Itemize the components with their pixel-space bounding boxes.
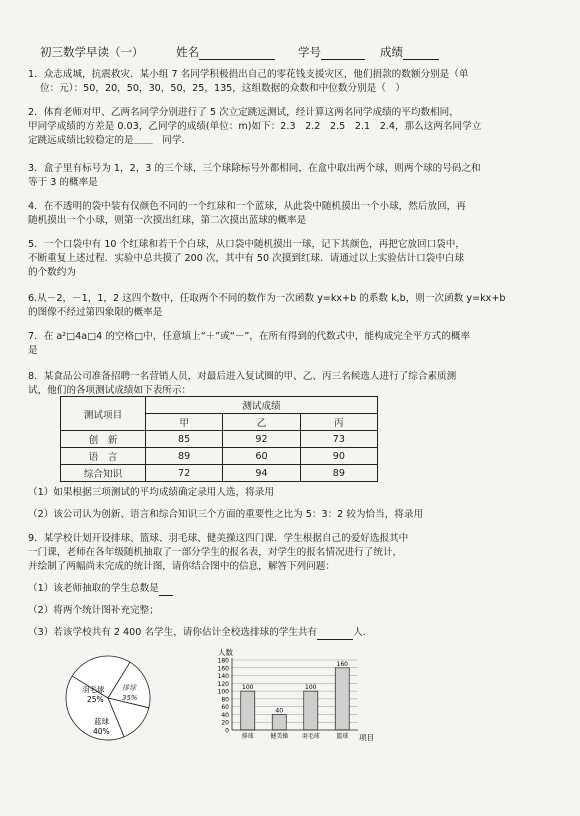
bar-data-label: 100: [242, 684, 254, 692]
score-label: 成绩: [380, 45, 403, 59]
table-group-header: 测试成绩: [146, 397, 378, 414]
bar-data-label: 160: [336, 660, 348, 668]
bar-xlabel: 项目: [359, 733, 374, 742]
bar: [272, 714, 286, 730]
table-col-header: 丙: [300, 414, 377, 431]
answer-blank: [159, 583, 173, 596]
pie-pct-basketball: 40%: [93, 727, 110, 736]
q8-line1: 8．某食品公司准备招聘一名营销人员，对最后进入复试圈的甲、乙、丙三名候选人进行了综合素质测: [28, 371, 457, 382]
q7-line2: 是: [28, 345, 38, 356]
bar: [335, 668, 349, 730]
q8-sub1: （1）如果根据三项测试的平均成绩确定录用人选，将录用: [28, 487, 274, 498]
handwritten-label: 排球: [122, 684, 136, 692]
bar: [241, 691, 255, 730]
q8-sub2: （2）该公司认为创新、语言和综合知识三个方面的重要性之比为 5：3：2 较为恰当，将录用: [28, 509, 424, 520]
x-category-label: 健美操: [270, 733, 289, 740]
table-cell: 创 新: [61, 431, 146, 448]
q5-line2: 不断重复上述过程．实验中总共摸了 200 次，其中有 50 次摸到红球．请通过以上实验估计口袋中白球: [28, 253, 465, 264]
q9-line3: 并绘制了两幅尚未完成的统计图，请你结合图中的信息，解答下列问题：: [28, 561, 335, 572]
y-tick-label: 60: [221, 704, 229, 712]
page-title: 初三数学早读（一）: [40, 45, 144, 59]
q3-line1: 3．盒子里有标号为 1，2，3 的三个球，三个球除标号外都相同，在盒中取出两个球，则两个球的号码之和: [28, 163, 481, 174]
q2-line1: 2．体育老师对甲、乙两名同学分别进行了 5 次立定跳远测试，经计算这两名同学成绩的平均数相同，: [28, 107, 459, 118]
q5-line1: 5．一个口袋中有 10 个红球和若干个白球，从口袋中随机摸出一球，记下其颜色，再把它放回口袋中，: [28, 239, 465, 250]
name-label: 姓名: [176, 45, 199, 59]
table-row-header: 测试项目: [61, 397, 146, 431]
bar-chart: [196, 646, 386, 746]
table-cell: 89: [146, 448, 223, 465]
bar-data-label: 40: [275, 707, 284, 715]
q4-line2: 随机摸出一个小球，则第一次摸出红球，第二次摸出蓝球的概率是: [28, 215, 307, 226]
x-category-label: 篮球: [336, 733, 349, 740]
y-tick-label: 0: [225, 727, 229, 735]
q9-sub1: [28, 582, 173, 596]
q9-sub1-text: （1）该老师抽取的学生总数是: [28, 583, 159, 594]
table-cell: 94: [223, 465, 300, 482]
pie-chart: [60, 652, 160, 744]
q5-line3: 的个数约为: [28, 267, 76, 278]
table-cell: 92: [223, 431, 300, 448]
q9-line2: 一门课，老师在各年级随机抽取了一部分学生的报名表，对学生的报名情况进行了统计，: [28, 547, 403, 558]
name-blank: [199, 47, 275, 60]
q6-line1: 6.从－2，－1，1，2 这四个数中，任取两个不同的数作为一次函数 y=kx+b 的系数 k,b，则一次函数 y=kx+b: [28, 293, 506, 304]
name-field: [176, 44, 275, 60]
handwritten-pct: 35%: [122, 694, 138, 702]
y-tick-label: 120: [217, 680, 229, 688]
score-blank: [403, 47, 439, 60]
q4-line1: 4．在不透明的袋中装有仅颜色不同的一个红球和一个蓝球，从此袋中随机摸出一个小球，然后放回，再: [28, 201, 466, 212]
q1-line1: 1．众志成城，抗震救灾．某小组 7 名同学积极捐出自己的零花钱支援灾区，他们捐款的数额分别是（单: [28, 69, 469, 80]
y-tick-label: 100: [217, 688, 229, 696]
bar-data-label: 100: [305, 684, 317, 692]
table-cell: 综合知识: [61, 465, 146, 482]
q2-line2: 甲同学成绩的方差是 0.03，乙同学的成绩(单位：m)如下：2.3 2.2 2.5 2.1 2.4，那么这两名同学立: [28, 121, 482, 132]
table-cell: 90: [300, 448, 377, 465]
y-tick-label: 20: [221, 719, 229, 727]
q6-line2: 的图像不经过第四象限的概率是: [28, 307, 163, 318]
q9-line1: 9．某学校计划开设排球、篮球、羽毛球、健美操这四门课．学生根据自己的爱好选报其中: [28, 533, 409, 544]
id-label: 学号: [298, 45, 321, 59]
pie-pct-badminton: 25%: [87, 695, 104, 704]
bar-ylabel: 人数: [218, 648, 233, 657]
table-col-header: 甲: [146, 414, 223, 431]
table-cell: 85: [146, 431, 223, 448]
answer-blank: [317, 627, 353, 640]
pie-label-basketball: 蓝球: [94, 717, 109, 726]
q9-sub3: [28, 626, 366, 640]
q9-sub3-text: （3）若该学校共有 2 400 名学生，请你估计全校选排球的学生共有: [28, 627, 318, 638]
table-cell: 89: [300, 465, 377, 482]
table-cell: 60: [223, 448, 300, 465]
score-table: [60, 396, 378, 482]
table-cell: 语 言: [61, 448, 146, 465]
id-blank: [321, 47, 365, 60]
q8-line2: 试，他们的各项测试成绩如下表所示：: [28, 385, 192, 396]
y-tick-label: 140: [217, 673, 229, 681]
table-row: [61, 465, 378, 482]
bar-bars: [241, 661, 350, 740]
bar-yticks: [218, 658, 230, 735]
table-row: [61, 431, 378, 448]
y-tick-label: 180: [217, 657, 229, 665]
y-tick-label: 80: [221, 696, 229, 704]
q2-line3: 定跳远成绩比较稳定的是＿＿ 同学．: [28, 135, 192, 146]
y-tick-label: 160: [217, 665, 229, 673]
q9-sub3-unit: 人.: [353, 627, 366, 638]
q3-line2: 等于 3 的概率是: [28, 177, 98, 188]
pie-label-badminton: 羽毛球: [82, 685, 105, 694]
x-category-label: 排球: [241, 733, 254, 740]
q9-sub2: （2）将两个统计图补充完整；: [28, 605, 159, 616]
id-field: [298, 44, 365, 60]
table-cell: 72: [146, 465, 223, 482]
q1-line2: 位：元）：50，20，50，30，50，25，135，这组数据的众数和中位数分别是（ ）: [40, 83, 405, 94]
y-tick-label: 40: [221, 711, 229, 719]
bar: [304, 691, 318, 730]
score-field: [380, 44, 439, 60]
table-row: [61, 448, 378, 465]
x-category-label: 羽毛球: [301, 733, 320, 740]
table-cell: 73: [300, 431, 377, 448]
q7-line1: 7．在 a²□4a□4 的空格□中，任意填上“＋”或“－”，在所有得到的代数式中，能构成完全平方式的概率: [28, 331, 471, 342]
table-col-header: 乙: [223, 414, 300, 431]
